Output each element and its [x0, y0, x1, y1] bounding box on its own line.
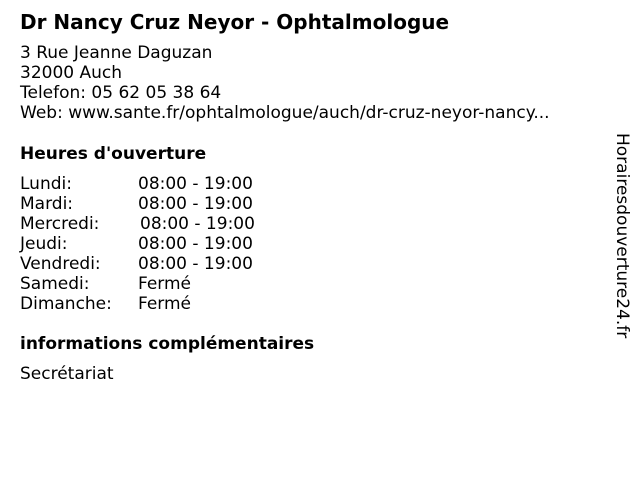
phone-line: Telefon: 05 62 05 38 64: [20, 83, 222, 103]
time-value: 08:00 - 19:00: [138, 194, 253, 214]
time-value: 08:00 - 19:00: [138, 234, 253, 254]
info-value: Secrétariat: [20, 364, 114, 384]
web-line[interactable]: Web: www.sante.fr/ophtalmologue/auch/dr-cruz-neyor-nancy...: [20, 103, 550, 123]
day-label: Mardi:: [20, 194, 74, 214]
address-street: 3 Rue Jeanne Daguzan: [20, 43, 213, 63]
day-label: Mercredi:: [20, 214, 100, 234]
time-value: Fermé: [138, 274, 192, 294]
site-watermark: [612, 133, 632, 373]
day-label: Lundi:: [20, 174, 72, 194]
day-label: Vendredi:: [20, 254, 101, 274]
day-label: Samedi:: [20, 274, 90, 294]
time-value: 08:00 - 19:00: [140, 214, 255, 234]
time-value: 08:00 - 19:00: [138, 254, 253, 274]
time-value: Fermé: [138, 294, 192, 314]
address-city: 32000 Auch: [20, 63, 123, 83]
day-label: Jeudi:: [20, 234, 68, 254]
info-heading: informations complémentaires: [20, 334, 315, 354]
day-label: Dimanche:: [20, 294, 112, 314]
contact-block: [20, 43, 550, 123]
time-value: 08:00 - 19:00: [138, 174, 253, 194]
hours-heading: Heures d'ouverture: [20, 144, 207, 164]
watermark-text: Horairesdouverture24.fr: [612, 133, 632, 339]
practice-title: Dr Nancy Cruz Neyor - Ophtalmologue: [20, 10, 450, 34]
